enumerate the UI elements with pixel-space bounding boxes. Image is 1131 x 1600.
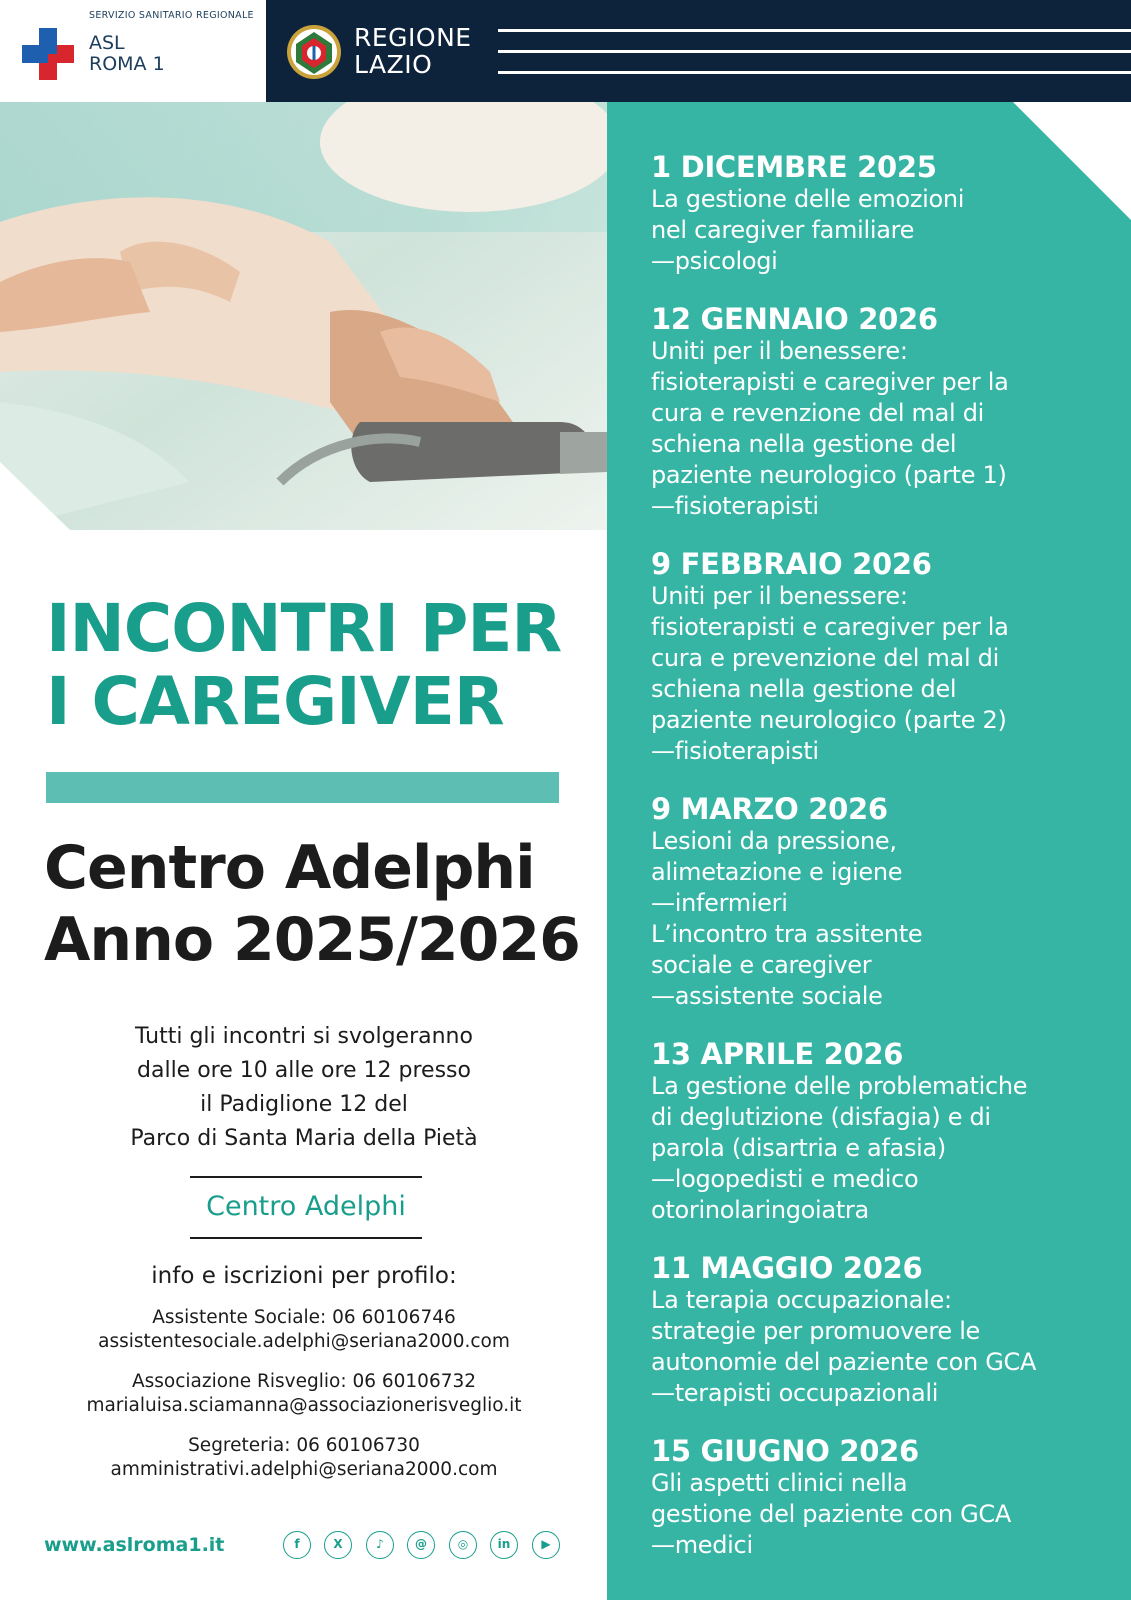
event-date: 1 DICEMBRE 2025 [651,150,937,184]
contact-phone: Segreteria: 06 60106730 [188,1435,420,1456]
venue-line: Tutti gli incontri si svolgeranno [135,1024,473,1049]
contact-phone: Assistente Sociale: 06 60106746 [152,1307,456,1328]
asl-name: ASL ROMA 1 [89,32,165,75]
event-line: sociale e caregiver [651,951,872,979]
event-line: La gestione delle emozioni [651,185,965,213]
event-item [651,1251,1101,1409]
contact-email[interactable]: amministrativi.adelphi@seriana2000.com [110,1459,498,1480]
subtitle-line: Anno 2025/2026 [44,905,580,975]
event-item [651,1037,1101,1226]
main-title [46,592,566,738]
caregiver-hands-photo [0,102,607,530]
asl-service-label: SERVIZIO SANITARIO REGIONALE [89,10,254,21]
event-speaker: —assistente sociale [651,982,883,1010]
event-speaker: —fisioterapisti [651,737,819,765]
region-name: REGIONE LAZIO [354,23,472,79]
event-line: Uniti per il benessere: [651,582,908,610]
event-line: parola (disartria e afasia) [651,1134,946,1162]
event-line: alimetazione e igiene [651,858,903,886]
event-line: La gestione delle problematiche [651,1072,1028,1100]
event-speaker: —infermieri [651,889,788,917]
website-link[interactable]: www.aslroma1.it [44,1534,225,1556]
venue-line: dalle ore 10 alle ore 12 presso [137,1058,471,1083]
event-item [651,547,1101,767]
event-date: 15 GIUGNO 2026 [651,1434,919,1468]
event-line: fisioterapisti e caregiver per la [651,613,1009,641]
contact-phone: Associazione Risveglio: 06 60106732 [131,1371,477,1392]
contact-block [30,1434,578,1482]
event-speaker: otorinolaringoiatra [651,1196,869,1224]
event-speaker: —fisioterapisti [651,492,819,520]
event-item [651,1434,1101,1561]
contact-block [30,1370,578,1418]
x-icon[interactable]: X [324,1531,352,1559]
asl-logo-block [0,0,266,102]
asl-cross-icon [22,28,74,80]
centro-label-box [190,1176,422,1239]
instagram-icon[interactable]: ◎ [449,1531,477,1559]
venue-line: Parco di Santa Maria della Pietà [130,1126,478,1151]
event-line: nel caregiver familiare [651,216,915,244]
event-item [651,792,1101,1012]
event-date: 12 GENNAIO 2026 [651,302,938,336]
contact-email[interactable]: marialuisa.sciamanna@associazionerisveglio.it [86,1395,522,1416]
youtube-icon[interactable]: ▶ [532,1531,560,1559]
main-title-line: INCONTRI PER [46,590,562,667]
tiktok-icon[interactable]: ♪ [366,1531,394,1559]
linkedin-icon[interactable]: in [490,1531,518,1559]
event-date: 9 MARZO 2026 [651,792,888,826]
event-line: cura e prevenzione del mal di [651,644,999,672]
event-speaker: —psicologi [651,247,778,275]
subtitle-line: Centro Adelphi [44,833,535,903]
event-date: 9 FEBBRAIO 2026 [651,547,932,581]
event-line: schiena nella gestione del [651,675,957,703]
region-emblem-icon [286,24,342,80]
event-line: Uniti per il benessere: [651,337,908,365]
event-speaker: —logopedisti e medico [651,1165,919,1193]
venue-line: il Padiglione 12 del [200,1092,408,1117]
subtitle [44,832,580,976]
event-line: cura e revenzione del mal di [651,399,985,427]
facebook-icon[interactable]: f [283,1531,311,1559]
event-item [651,302,1101,522]
event-date: 13 APRILE 2026 [651,1037,904,1071]
event-line: di deglutizione (disfagia) e di [651,1103,991,1131]
event-speaker: —terapisti occupazionali [651,1379,939,1407]
region-logo-block [266,0,1131,102]
event-line: Gli aspetti clinici nella [651,1469,908,1497]
threads-icon[interactable]: @ [407,1531,435,1559]
venue-description [60,1020,548,1156]
page-header [0,0,1131,102]
event-line: autonomie del paziente con GCA [651,1348,1037,1376]
event-line: gestione del paziente con GCA [651,1500,1011,1528]
info-title: info e iscrizioni per profilo: [151,1263,457,1289]
header-decorative-lines [498,29,1131,79]
contact-block [30,1306,578,1354]
event-speaker: —medici [651,1531,753,1559]
event-line: Lesioni da pressione, [651,827,897,855]
event-line: schiena nella gestione del [651,430,957,458]
centro-label: Centro Adelphi [206,1191,406,1222]
main-title-line: I CAREGIVER [46,663,504,740]
event-date: 11 MAGGIO 2026 [651,1251,923,1285]
title-divider-bar [46,772,559,803]
event-line: paziente neurologico (parte 1) [651,461,1007,489]
event-line: strategie per promuovere le [651,1317,981,1345]
event-line: L’incontro tra assitente [651,920,923,948]
event-line: fisioterapisti e caregiver per la [651,368,1009,396]
event-line: paziente neurologico (parte 2) [651,706,1007,734]
event-item [651,150,1101,277]
event-line: La terapia occupazionale: [651,1286,952,1314]
social-icons [283,1531,563,1561]
contact-email[interactable]: assistentesociale.adelphi@seriana2000.com [98,1331,510,1352]
